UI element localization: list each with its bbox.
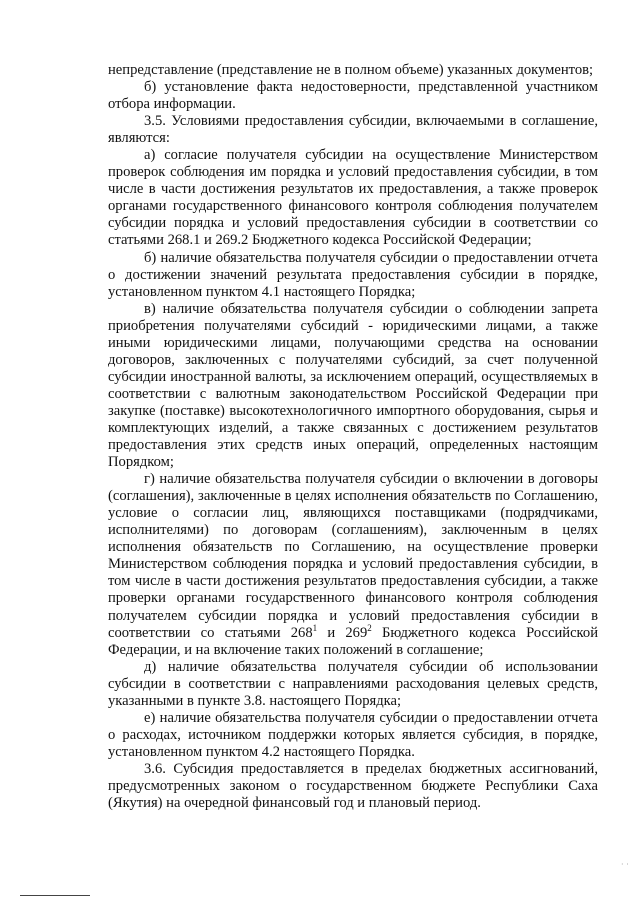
- footer-rule: [20, 895, 90, 896]
- paragraph-item-g: [108, 471, 598, 659]
- superscript-2: 2: [367, 622, 372, 633]
- paragraph-item-v: в) наличие обязательства получателя субсидии о соблюдении запрета приобретения получателями субсидий - юридическими лицами, а также иными юридическими лицами, получающими средства на основании договоров, заключенных с получателями субсидий, за счет полученной субсидии иностранной валюты, за исключением операций, осуществляемых в соответствии с валютным законодательством Российской Федерации при закупке (поставке) высокотехнологичного импортного оборудования, сырья и комплектующих изделий, а также связанных с достижением результатов предоставления этих средств иных операций, определенных настоящим Порядком;: [108, 300, 598, 471]
- paragraph-continuation: непредставление (представление не в полном объеме) указанных документов;: [108, 62, 594, 78]
- paragraph-item-g-part2: и 269: [317, 624, 368, 641]
- paragraph-item-b-fact: б) установление факта недостоверности, представленной участником отбора информации.: [108, 79, 598, 113]
- document-body: [108, 62, 598, 812]
- paragraph-section-3-6: 3.6. Субсидия предоставляется в пределах бюджетных ассигнований, предусмотренных законом о государственном бюджете Республики Саха (Якутия) на очередной финансовый год и плановый период.: [108, 760, 598, 812]
- paragraph-item-e: е) наличие обязательства получателя субсидии о предоставлении отчета о расходах, источником поддержки которых является субсидия, в порядке, установленном пунктом 4.2 настоящего Порядка.: [108, 709, 598, 760]
- scan-specks: · ·: [621, 860, 629, 869]
- paragraph-item-g-part1: г) наличие обязательства получателя субсидии о включении в договоры (соглашения), заключенные в целях исполнения обязательств по Соглашению, условие о согласии лиц, являющихся поставщиками (подрядчиками, исполнителями) по договорам (соглашениям), заключенным в целях исполнения обязательств по Соглашению, на осуществление проверки Министерством соблюдения порядка и условий предоставления субсидии, в том числе в части достижения результатов предоставления субсидии, а также проверки органами государственного финансового контроля соблюдения получателем субсидии порядка и условий предоставления субсидии в соответствии со статьями 268: [108, 471, 598, 641]
- paragraph-item-b-report: б) наличие обязательства получателя субсидии о предоставлении отчета о достижении значений результата предоставления субсидии в порядке, установленном пунктом 4.1 настоящего Порядка;: [108, 249, 598, 300]
- paragraph-section-3-5: 3.5. Условиями предоставления субсидии, включаемыми в соглашение, являются:: [108, 113, 598, 147]
- superscript-1: 1: [312, 622, 318, 633]
- paragraph-item-a: а) согласие получателя субсидии на осуществление Министерством проверок соблюдения им порядка и условий предоставления субсидии, в том числе в части достижения результатов их предоставления, а также проверок органами государственного финансового контроля соблюдения получателем субсидии порядка и условий предоставления субсидии в соответствии со статьями 268.1 и 269.2 Бюджетного кодекса Российской Федерации;: [108, 147, 598, 249]
- paragraph-item-g-part3: Бюджетного кодекса Российской Федерации, и на включение таких положений в соглашение;: [108, 624, 599, 658]
- paragraph-item-d: д) наличие обязательства получателя субсидии об использовании субсидии в соответствии с направлениями расходования целевых средств, указанными в пункте 3.8. настоящего Порядка;: [108, 658, 598, 709]
